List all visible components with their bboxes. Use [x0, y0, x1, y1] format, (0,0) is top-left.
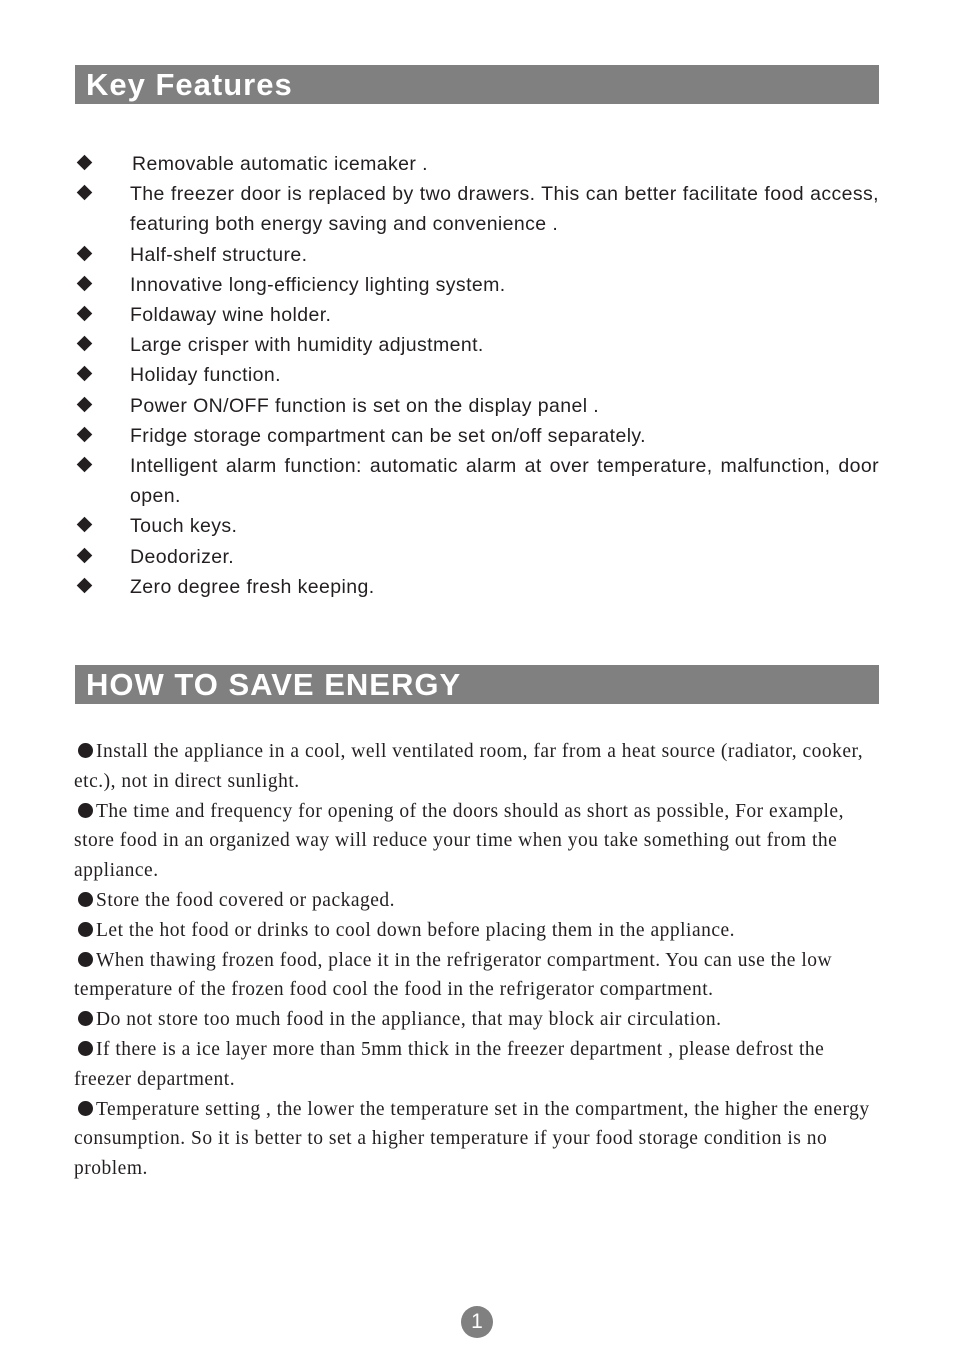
- diamond-bullet-icon: [77, 578, 93, 594]
- tip-item: [74, 797, 880, 886]
- feature-text: Power ON/OFF function is set on the display panel .: [130, 394, 600, 417]
- round-bullet-icon: [78, 743, 93, 758]
- feature-item: [75, 360, 879, 390]
- diamond-bullet-icon: [77, 245, 93, 261]
- tip-text: Let the hot food or drinks to cool down before placing them in the appliance.: [96, 919, 736, 941]
- tip-item: [74, 1035, 880, 1095]
- round-bullet-icon: [78, 1101, 93, 1116]
- feature-item: [75, 511, 879, 541]
- feature-item: [75, 572, 879, 602]
- feature-item: [75, 300, 879, 330]
- feature-text: Holiday function.: [130, 364, 281, 387]
- page-number: 1: [461, 1306, 493, 1338]
- tip-item: [74, 1005, 880, 1035]
- tip-item: [74, 737, 880, 797]
- feature-item: [75, 240, 879, 270]
- diamond-bullet-icon: [77, 517, 93, 533]
- tip-text: The time and frequency for opening of the doors should as short as possible, For example, store food in an organized way will reduce your time when you take something out from the appliance.: [74, 800, 844, 882]
- tip-text: Install the appliance in a cool, well ventilated room, far from a heat source (radiator, cooker, etc.), not in direct sunlight.: [74, 741, 864, 792]
- save-energy-list: [74, 737, 880, 1184]
- round-bullet-icon: [78, 922, 93, 937]
- diamond-bullet-icon: [77, 336, 93, 352]
- tip-item: [74, 886, 880, 916]
- round-bullet-icon: [78, 1041, 93, 1056]
- tip-text: When thawing frozen food, place it in the refrigerator compartment. You can use the low temperature of the frozen food cool the food in the refrigerator compartment.: [74, 949, 833, 1001]
- feature-text: The freezer door is replaced by two drawers. This can better facilitate food access, featuring both energy saving and convenience .: [130, 183, 879, 236]
- feature-item: [75, 330, 879, 360]
- round-bullet-icon: [78, 1011, 93, 1026]
- diamond-bullet-icon: [77, 306, 93, 322]
- tip-text: If there is a ice layer more than 5mm thick in the freezer department , please defrost the freezer department.: [74, 1038, 825, 1090]
- feature-text: Deodorizer.: [130, 545, 235, 568]
- diamond-bullet-icon: [77, 427, 93, 443]
- feature-text: Removable automatic icemaker .: [132, 153, 428, 175]
- diamond-bullet-icon: [77, 185, 93, 201]
- feature-item: [75, 149, 879, 179]
- tip-item: [74, 946, 880, 1006]
- round-bullet-icon: [78, 892, 93, 907]
- tip-text: Temperature setting , the lower the temperature set in the compartment, the higher the energy consumption. So it is better to set a higher temperature if your food storage condition is no problem.: [74, 1098, 870, 1180]
- feature-item: [75, 542, 879, 572]
- diamond-bullet-icon: [77, 366, 93, 382]
- diamond-bullet-icon: [77, 276, 93, 292]
- tip-item: [74, 1095, 880, 1184]
- round-bullet-icon: [78, 803, 93, 818]
- key-features-heading: Key Features: [75, 65, 879, 104]
- feature-text: Zero degree fresh keeping.: [130, 575, 375, 598]
- feature-item: [75, 179, 879, 239]
- tip-text: Store the food covered or packaged.: [96, 889, 396, 911]
- diamond-bullet-icon: [77, 396, 93, 412]
- feature-text: Half-shelf structure.: [130, 243, 308, 266]
- tip-item: [74, 916, 880, 946]
- feature-item: [75, 451, 879, 511]
- feature-item: [75, 421, 879, 451]
- feature-text: Fridge storage compartment can be set on/off separately.: [130, 424, 646, 447]
- feature-text: Touch keys.: [130, 515, 238, 538]
- feature-text: Intelligent alarm function: automatic alarm at over temperature, malfunction, door open.: [130, 455, 879, 508]
- feature-item: [75, 270, 879, 300]
- tip-text: Do not store too much food in the appliance, that may block air circulation.: [96, 1009, 722, 1031]
- feature-text: Innovative long-efficiency lighting system.: [130, 273, 506, 296]
- diamond-bullet-icon: [77, 547, 93, 563]
- feature-text: Large crisper with humidity adjustment.: [130, 334, 484, 357]
- save-energy-heading: HOW TO SAVE ENERGY: [75, 665, 879, 704]
- feature-item: [75, 391, 879, 421]
- diamond-bullet-icon: [77, 457, 93, 473]
- key-features-list: [75, 149, 879, 602]
- diamond-bullet-icon: [77, 155, 93, 171]
- round-bullet-icon: [78, 952, 93, 967]
- feature-text: Foldaway wine holder.: [130, 304, 332, 327]
